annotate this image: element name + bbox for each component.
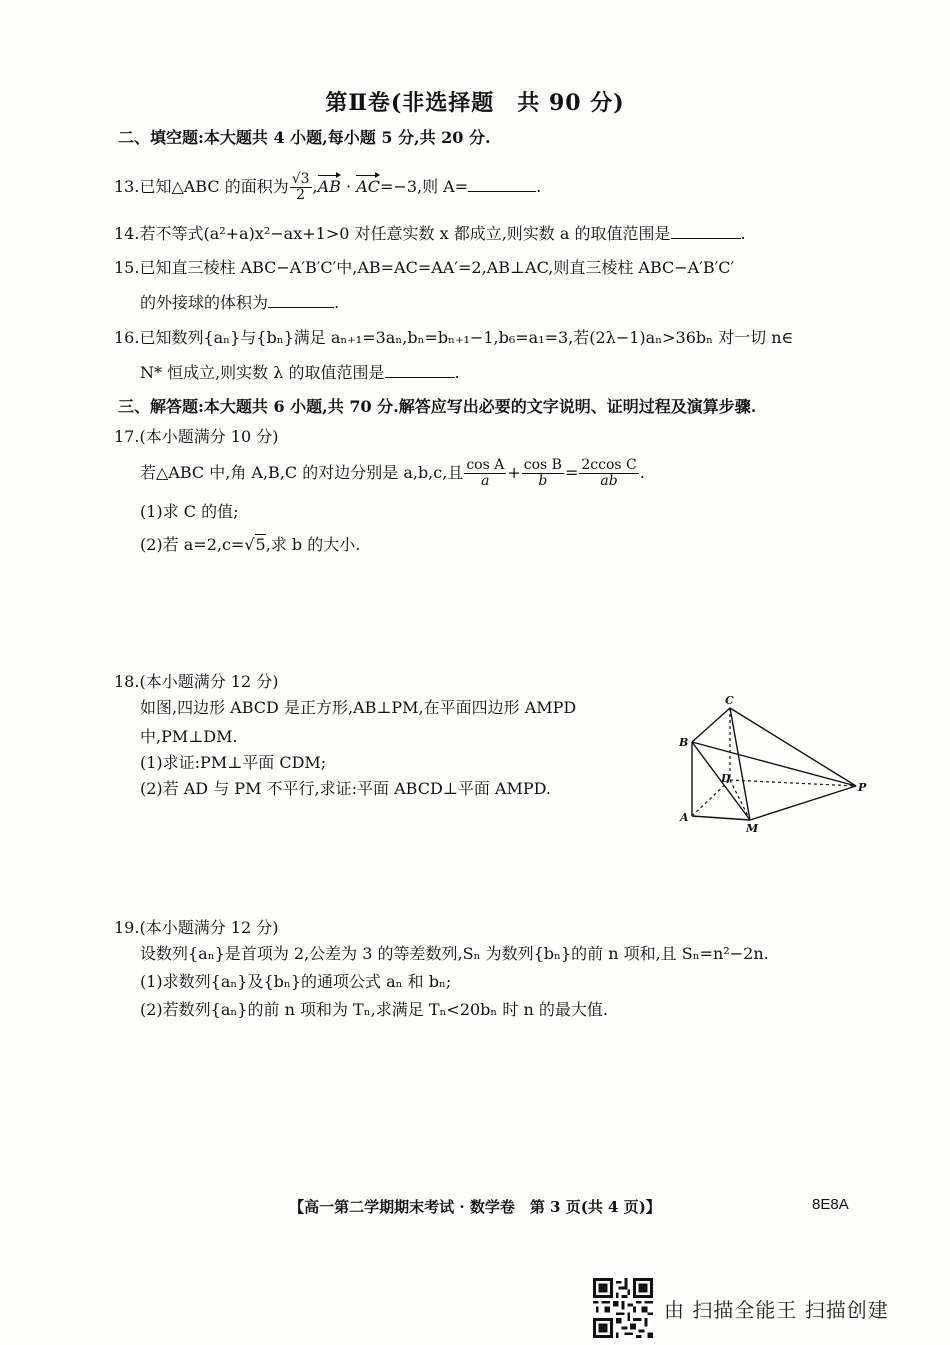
q13-vector-ac: AC [356, 177, 380, 196]
question-16-line1: 16.已知数列{aₙ}与{bₙ}满足 aₙ₊₁=3aₙ,bₙ=bₙ₊₁−1,b₆=a₁=3,若(2λ−1)aₙ>36bₙ 对一切 n∈ [114, 328, 794, 347]
scanner-watermark: 由 扫描全能王 扫描创建 [664, 1298, 889, 1322]
question-15-line1: 15.已知直三棱柱 ABC−A′B′C′中,AB=AC=AA′=2,AB⊥AC,则直三棱柱 ABC−A′B′C′ [114, 258, 735, 277]
q17-sub2-sqrt: 5 [255, 535, 266, 554]
q17-sub2: (2)若 a=2,c=√5,求 b 的大小. [140, 535, 361, 554]
question-14 [114, 224, 746, 244]
q17-end: . [639, 463, 645, 482]
q17-fraction-3 [579, 458, 638, 489]
q17-fraction-2 [522, 458, 564, 489]
question-16-line2 [140, 363, 460, 383]
q13-answer-blank[interactable] [468, 177, 536, 192]
label-c: C [725, 694, 734, 707]
q17-f3-den: ab [600, 473, 618, 489]
q18-geometry-figure [676, 694, 870, 834]
q18-line1: 如图,四边形 ABCD 是正方形,AB⊥PM,在平面四边形 AMPD [140, 698, 577, 717]
q13-dot: · [340, 177, 357, 196]
q19-line1: 设数列{aₙ}是首项为 2,公差为 3 的等差数列,Sₙ 为数列{bₙ}的前 n 项和,且 Sₙ=n²−2n. [140, 944, 769, 963]
q17-sub1: (1)求 C 的值; [140, 502, 239, 521]
q13-comma: , [312, 177, 318, 196]
edge-bp [692, 742, 856, 786]
q16-line2-text: N* 恒成立,则实数 λ 的取值范围是 [140, 363, 385, 382]
q15-line2-text: 的外接球的体积为 [140, 293, 269, 312]
q13-frac-den: 2 [296, 187, 306, 203]
paper-code: 8E8A [812, 1196, 849, 1213]
q17-f3-num: 2ccos C [581, 457, 637, 473]
edge-cm [730, 708, 750, 820]
q15-end: . [334, 293, 340, 312]
edge-am [692, 816, 750, 820]
q17-head: 17.(本小题满分 10 分) [114, 427, 279, 446]
q17-stem-pre: 若△ABC 中,角 A,B,C 的对边分别是 a,b,c,且 [140, 463, 464, 482]
label-b: B [679, 736, 689, 749]
q18-line2: 中,PM⊥DM. [140, 727, 238, 746]
edge-ad [692, 780, 730, 816]
q17-f2-num: cos B [523, 457, 562, 473]
q17-plus: + [507, 463, 521, 482]
q13-vector-ab: AB [317, 177, 341, 196]
q17-sub2-pre: (2)若 a=2,c= [140, 535, 245, 554]
q13-post: =−3,则 A= [380, 177, 469, 196]
q19-head: 19.(本小题满分 12 分) [114, 918, 279, 937]
q17-stem [140, 458, 645, 489]
q18-sub2: (2)若 AD 与 PM 不平行,求证:平面 ABCD⊥平面 AMPD. [140, 779, 551, 798]
section-title: 第Ⅱ卷(非选择题 共 90 分) [325, 90, 625, 116]
q13-pre: 13.已知△ABC 的面积为 [114, 177, 289, 196]
q17-fraction-1 [464, 458, 506, 489]
q14-text: 14.若不等式(a²+a)x²−ax+1>0 对任意实数 x 都成立,则实数 a 的取值范围是 [114, 224, 671, 243]
edge-cp [730, 708, 856, 786]
part2-heading: 二、填空题:本大题共 4 小题,每小题 5 分,共 20 分. [118, 128, 491, 147]
q17-eq: = [564, 463, 579, 482]
qr-code-icon [593, 1278, 653, 1338]
q16-answer-blank[interactable] [385, 363, 455, 378]
q13-end: . [536, 177, 542, 196]
label-a: A [680, 811, 689, 824]
q17-f1-den: a [481, 473, 490, 489]
q18-sub1: (1)求证:PM⊥平面 CDM; [140, 753, 327, 772]
q18-head: 18.(本小题满分 12 分) [114, 672, 279, 691]
question-15-line2 [140, 293, 339, 313]
label-p: P [858, 781, 867, 794]
q19-sub2: (2)若数列{aₙ}的前 n 项和为 Tₙ,求满足 Tₙ<20bₙ 时 n 的最大值. [140, 1000, 608, 1019]
q17-f2-den: b [538, 473, 548, 489]
q15-answer-blank[interactable] [268, 293, 334, 308]
question-13 [114, 172, 541, 203]
q19-sub1: (1)求数列{aₙ}及{bₙ}的通项公式 aₙ 和 bₙ; [140, 972, 452, 991]
edge-bc [692, 708, 730, 742]
q13-fraction [290, 172, 312, 203]
part3-heading: 三、解答题:本大题共 6 小题,共 70 分.解答应写出必要的文字说明、证明过程及演算步骤. [118, 397, 757, 416]
q14-answer-blank[interactable] [671, 224, 741, 239]
q14-end: . [740, 224, 746, 243]
q17-sub2-post: ,求 b 的大小. [265, 535, 361, 554]
edge-mp [750, 786, 856, 820]
q17-f1-num: cos A [466, 457, 505, 473]
label-d: D [721, 772, 731, 785]
page-footer: 【高一第二学期期末考试 · 数学卷 第 3 页(共 4 页)】 [289, 1198, 661, 1216]
label-m: M [746, 822, 759, 834]
q13-frac-num: √3 [291, 171, 310, 187]
q16-end: . [454, 363, 460, 382]
